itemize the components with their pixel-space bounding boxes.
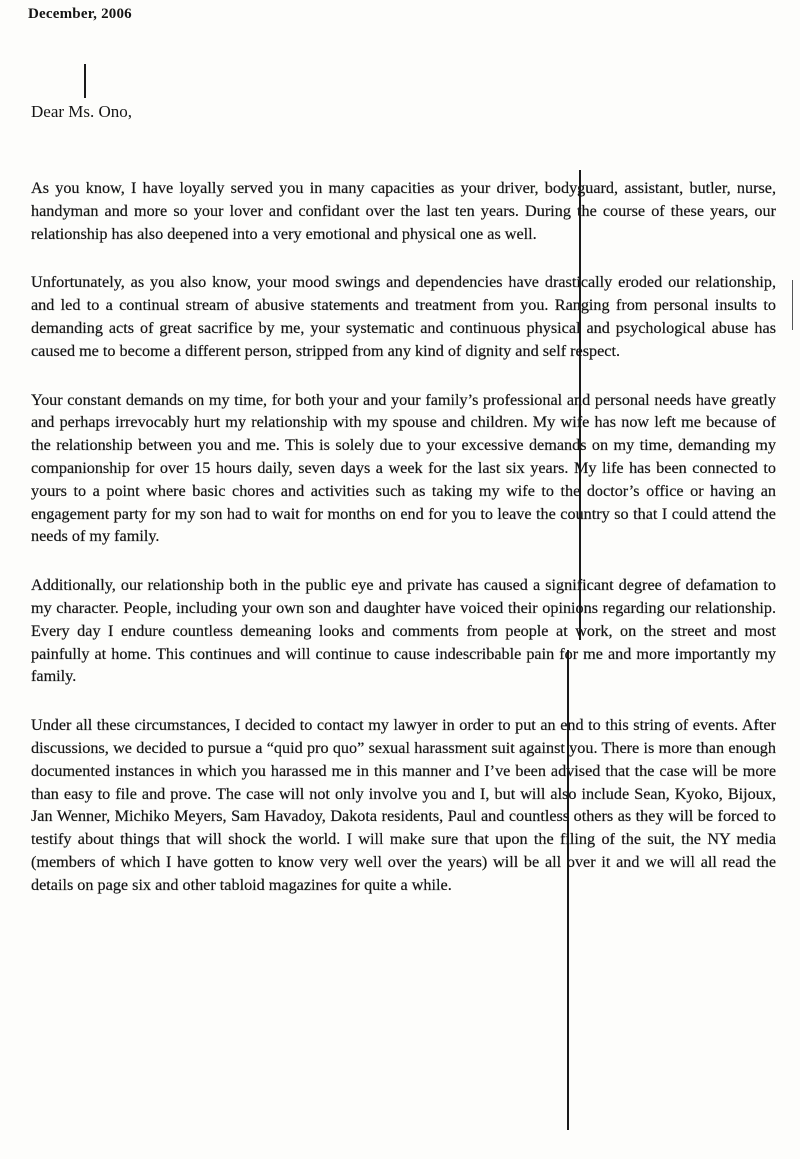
paragraph-4: Additionally, our relationship both in the public eye and private has caused a significant degree of defamation to my character. People, including your own son and daughter have voiced their opinions regarding our relationship. Every day I endure countless demeaning looks and comments from people at work, on the street and most painfully at home. This continues and will continue to cause indescribable pain for me and more importantly my family. xyxy=(31,576,776,686)
letter-salutation: Dear Ms. Ono, xyxy=(31,102,133,121)
letter-body xyxy=(31,177,776,897)
scan-artifact-line xyxy=(792,280,793,330)
paragraph-3: Your constant demands on my time, for both your and your family’s professional and personal needs have greatly and perhaps irrevocably hurt my relationship with my spouse and children. My wife has now left me because of the relationship between you and me. This is solely due to your excessive demands on my time, demanding my companionship for over 15 hours daily, seven days a week for the last six years. My life has been connected to yours to a point where basic chores and activities such as taking my wife to the doctor’s office or having an engagement party for my son had to wait for months on end for you to leave the country so that I could attend the needs of my family. xyxy=(31,390,776,546)
paragraph-1: As you know, I have loyally served you in many capacities as your driver, bodyguard, assistant, butler, nurse, handyman and more so your lover and confidant over the last ten years. During the course of these years, our relationship has also deepened into a very emotional and physical one as well. xyxy=(31,179,776,243)
paragraph-2: Unfortunately, as you also know, your mood swings and dependencies have drastically eroded our relationship, and led to a continual stream of abusive statements and treatment from you. Ranging from personal insults to demanding acts of great sacrifice by me, your systematic and continuous physical and psychological abuse has caused me to become a different person, stripped from any kind of dignity and self respect. xyxy=(31,273,776,360)
letter-date: December, 2006 xyxy=(28,6,132,22)
paragraph-5: Under all these circumstances, I decided to contact my lawyer in order to put an end to this string of events. After discussions, we decided to pursue a “quid pro quo” sexual harassment suit against you. There is more than enough documented instances in which you harassed me in this manner and I’ve been advised that the case will be more than easy to file and prove. The case will not only involve you and I, but will also include Sean, Kyoko, Bijoux, Jan Wenner, Michiko Meyers, Sam Havadoy, Dakota residents, Paul and countless others as they will be forced to testify about things that will shock the world. I will make sure that upon the filing of the suit, the NY media (members of which I have gotten to know very well over the years) will be all over it and we will all read the details on page six and other tabloid magazines for quite a while. xyxy=(31,716,776,894)
scan-artifact-line xyxy=(84,64,86,98)
